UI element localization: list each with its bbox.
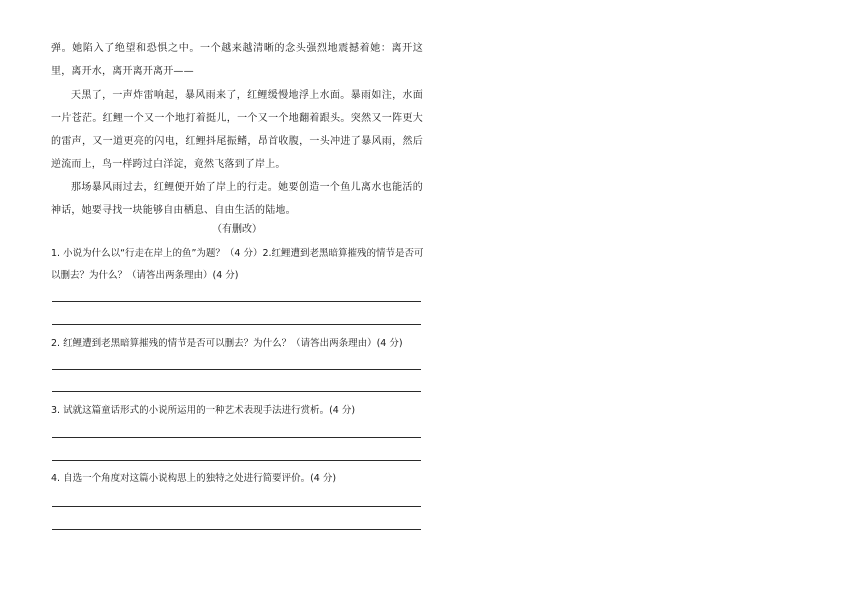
answer-line[interactable] (52, 529, 421, 530)
answer-line[interactable] (52, 301, 421, 302)
passage-paragraph-3: 那场暴风雨过去，红鲤便开始了岸上的行走。她要创造一个鱼儿离水也能活的神话，她要寻找一块能够自由栖息、自由生活的陆地。 (51, 182, 423, 216)
answer-line[interactable] (52, 369, 421, 370)
answer-line[interactable] (52, 324, 421, 325)
question-2: 2. 红鲤遭到老黑暗算摧残的情节是否可以删去？为什么？（请答出两条理由）(4 分) (51, 338, 403, 349)
answer-line[interactable] (52, 391, 421, 392)
question-4: 4. 自选一个角度对这篇小说构思上的独特之处进行简要评价。(4 分) (51, 473, 337, 484)
question-1: 1. 小说为什么以“行走在岸上的鱼”为题？（4 分）2.红鲤遭到老黑暗算摧残的情节是否可以删去？为什么？（请答出两条理由）(4 分) (51, 248, 424, 281)
answer-line[interactable] (52, 460, 421, 461)
question-3: 3. 试就这篇童话形式的小说所运用的一种艺术表现手法进行赏析。(4 分) (51, 405, 356, 416)
passage-paragraph-1: 弹。她陷入了绝望和恐惧之中。一个越来越清晰的念头强烈地震撼着她：离开这里，离开水，离开离开离开—— (51, 43, 423, 77)
source-note: （有删改） (212, 224, 262, 235)
passage-paragraph-2: 天黑了，一声炸雷响起，暴风雨来了，红鲤缓慢地浮上水面。暴雨如注，水面一片苍茫。红鲤一个又一个地打着挺儿，一个又一个地翻着跟头。突然又一阵更大的雷声，又一道更亮的闪电，红鲤抖尾振鳍，昂首收腹，一头冲进了暴风雨，然后逆流而上，鸟一样跨过白洋淀，竟然飞落到了岸上。 (51, 90, 423, 170)
answer-line[interactable] (52, 437, 421, 438)
answer-line[interactable] (52, 506, 421, 507)
